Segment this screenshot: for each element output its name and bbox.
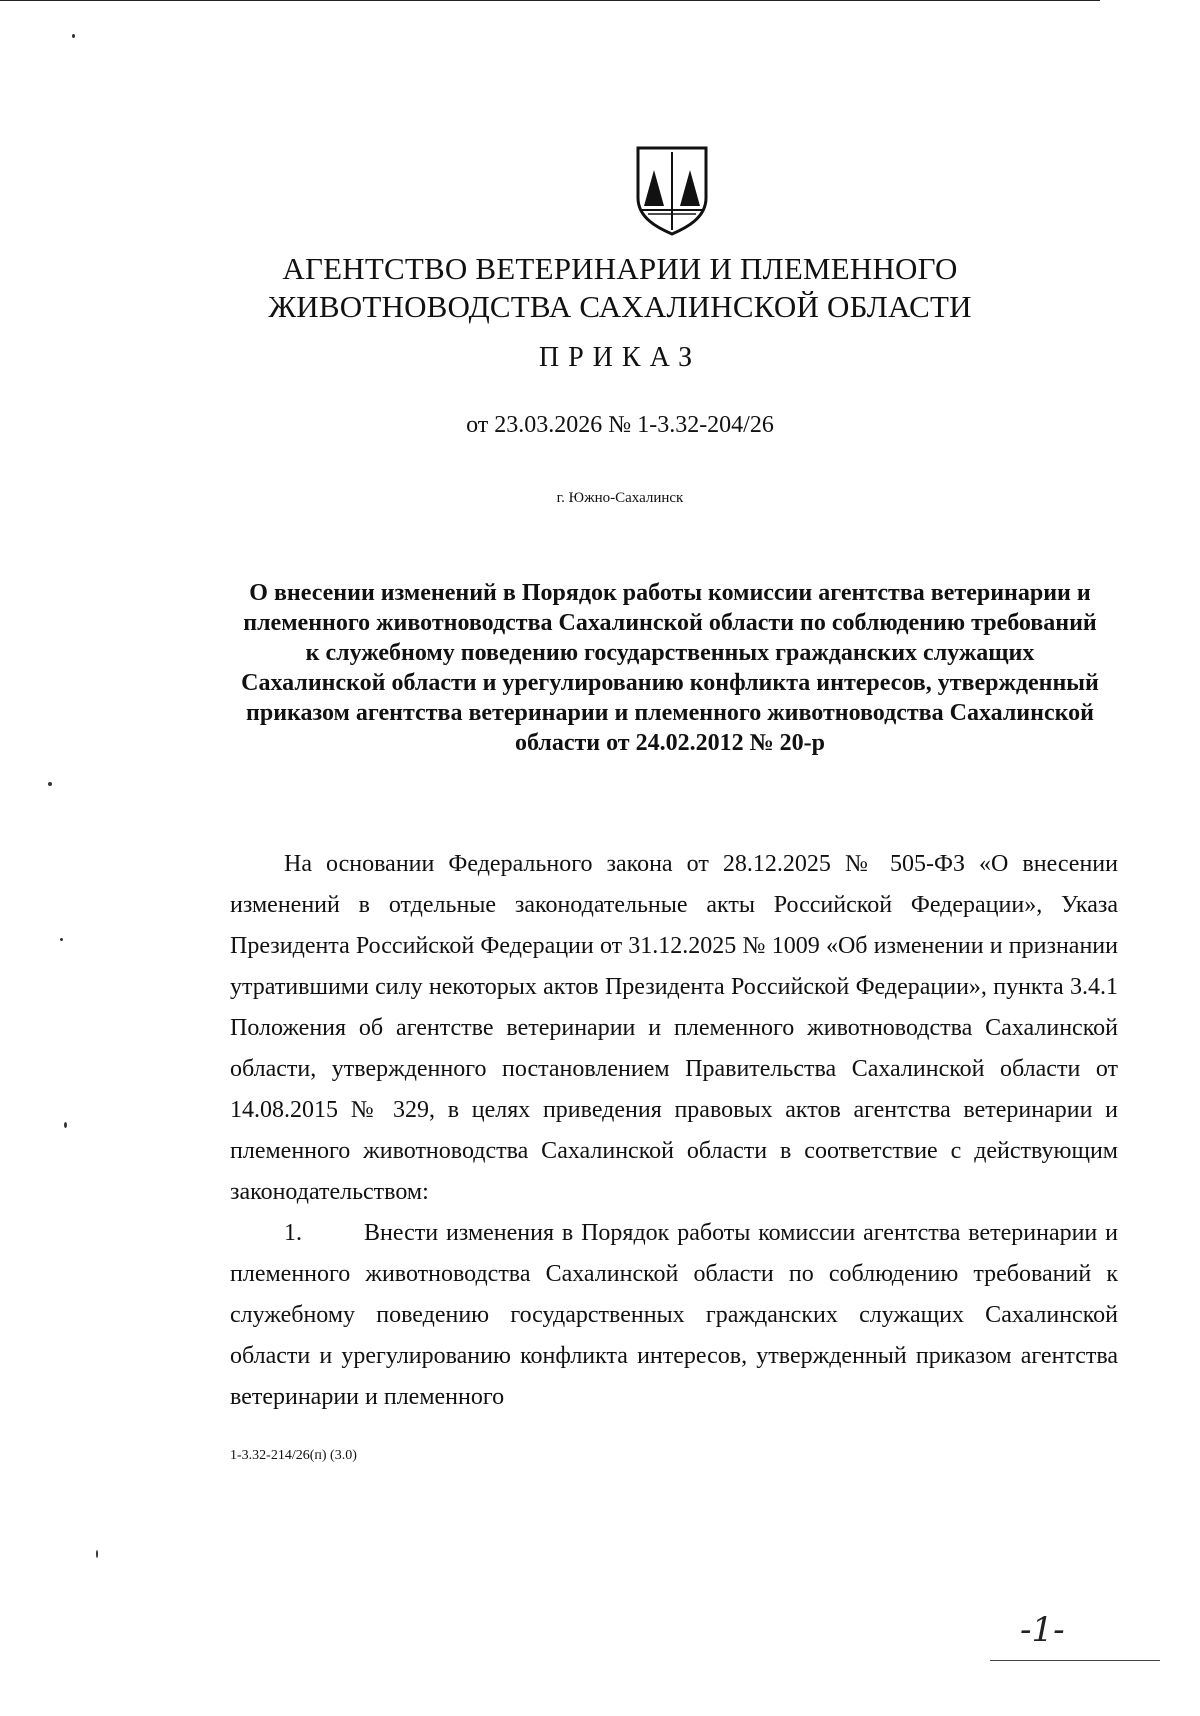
order-city: г. Южно-Сахалинск: [556, 490, 684, 506]
scan-speck: [60, 938, 63, 941]
document-code: 1-3.32-214/26(п) (3.0): [230, 1448, 357, 1463]
item-1-number: 1.: [284, 1220, 302, 1246]
item-1-paragraph: [230, 1213, 1118, 1418]
order-body: [230, 844, 1118, 1418]
coat-of-arms-icon: [634, 144, 710, 238]
item-1-text: Внести изменения в Порядок работы комиссии агентства ветеринарии и племенного животноводства Сахалинской области по соблюдению требований к служебному поведению государственных гражданских служащих Сахалинской области и урегулированию конфликта интересов, утвержденный приказом агентства ветеринарии и племенного: [230, 1220, 1118, 1410]
scan-speck: [96, 1550, 98, 1558]
handwritten-page-number: -1-: [1020, 1610, 1065, 1650]
preamble-paragraph: На основании Федерального закона от 28.12.2025 № 505-ФЗ «О внесении изменений в отдельные законодательные акты Российской Федерации», Указа Президента Российской Федерации от 31.12.2025 № 1009 «Об изменении и признании утратившими силу некоторых актов Президента Российской Федерации», пункта 3.4.1 Положения об агентстве ветеринарии и племенного животноводства Сахалинской области, утвержденного постановлением Правительства Сахалинской области от 14.08.2015 № 329, в целях приведения правовых актов агентства ветеринарии и племенного животноводства Сахалинской области в соответствие с действующим законодательством:: [230, 851, 1118, 1205]
page-number-underline: [990, 1660, 1160, 1661]
order-number: от 23.03.2026 № 1-3.32-204/26: [466, 412, 774, 438]
scan-top-edge: [0, 0, 1100, 1]
scan-speck: [64, 1122, 67, 1128]
scan-speck: [72, 34, 75, 38]
order-heading: ПРИКАЗ: [538, 342, 702, 373]
order-subject: О внесении изменений в Порядок работы комиссии агентства ветеринарии и племенного животноводства Сахалинской области по соблюдению требований к служебному поведению государственных гражданских служащих Сахалинской области и урегулированию конфликта интересов, утвержденный приказом агентства ветеринарии и племенного животноводства Сахалинской области от 24.02.2012 № 20-р: [241, 580, 1099, 756]
scan-speck: [48, 782, 52, 786]
agency-title: АГЕНТСТВО ВЕТЕРИНАРИИ И ПЛЕМЕННОГО ЖИВОТНОВОДСТВА САХАЛИНСКОЙ ОБЛАСТИ: [268, 251, 972, 324]
